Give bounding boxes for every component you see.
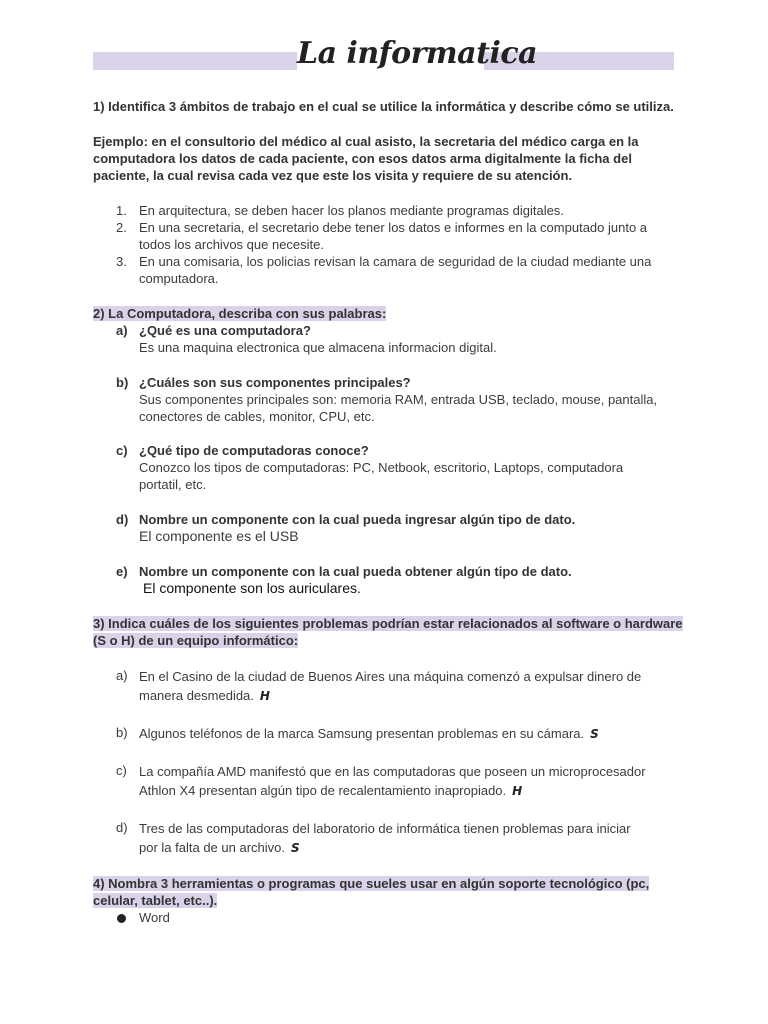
q3-heading: 3) Indica cuáles de los siguientes problemas podrían estar relacionados al software o hardware (93, 616, 683, 631)
answer: Sus componentes principales son: memoria RAM, entrada USB, teclado, mouse, pantalla, (139, 392, 658, 407)
item-text: por la falta de un archivo. (139, 840, 285, 855)
list-item: La compañía AMD manifestó que en las computadoras que poseen un microprocesador (139, 764, 646, 779)
list-item: En una secretaria, el secretario debe tener los datos e informes en la computado junto a (139, 220, 648, 235)
list-item: En arquitectura, se deben hacer los planos mediante programas digitales. (139, 203, 564, 218)
question: Nombre un componente con la cual pueda ingresar algún tipo de dato. (139, 512, 576, 527)
list-letter: c) (116, 763, 127, 778)
list-item: En una comisaria, los policias revisan la camara de seguridad de la ciudad mediante una (139, 254, 652, 269)
item-text: manera desmedida. (139, 688, 254, 703)
list-letter: b) (116, 375, 129, 390)
item-text: Athlon X4 presentan algún tipo de recalentamiento inapropiado. (139, 783, 507, 798)
answer: El componente es el USB (139, 528, 299, 544)
list-item-continuation: todos los archivos que necesite. (139, 237, 324, 252)
q2-heading: 2) La Computadora, describa con sus palabras: (93, 306, 387, 321)
bullet (117, 914, 126, 923)
question: ¿Cuáles son sus componentes principales? (139, 375, 411, 390)
title-band-left (93, 52, 297, 70)
answer-mark: H (512, 784, 523, 798)
page-title: La informatica (297, 36, 538, 71)
q1-example-line: computadora los datos de cada paciente, con esos datos arma digitalmente la ficha del (93, 151, 632, 166)
list-letter: d) (116, 820, 128, 835)
list-item-continuation (139, 686, 676, 706)
question: ¿Qué es una computadora? (139, 323, 311, 338)
answer: Es una maquina electronica que almacena informacion digital. (139, 340, 497, 355)
answer: conectores de cables, monitor, CPU, etc. (139, 409, 375, 424)
list-letter: c) (116, 443, 128, 458)
q4-heading: celular, tablet, etc..). (93, 893, 218, 908)
q1-example-line: Ejemplo: en el consultorio del médico al cual asisto, la secretaria del médico carga en la (93, 134, 639, 149)
answer: El componente son los auriculares. (143, 580, 361, 596)
q1-example-line: paciente, la cual revisa cada vez que este los visita y requiere de su atención. (93, 168, 573, 183)
answer: Conozco los tipos de computadoras: PC, Netbook, escritorio, Laptops, computadora (139, 460, 624, 475)
answer: portatil, etc. (139, 477, 207, 492)
list-letter: a) (116, 323, 128, 338)
q3-heading: (S o H) de un equipo informático: (93, 633, 299, 648)
q1-heading: 1) Identifica 3 ámbitos de trabajo en el cual se utilice la informática y describe cómo se utiliza. (93, 99, 674, 114)
list-item-continuation: computadora. (139, 271, 219, 286)
list-item: Tres de las computadoras del laboratorio de informática tienen problemas para iniciar (139, 821, 631, 836)
list-item-continuation (139, 781, 676, 801)
answer-mark: S (290, 841, 300, 855)
list-letter: a) (116, 668, 128, 683)
list-number: 2. (116, 220, 127, 235)
list-letter: e) (116, 564, 128, 579)
list-item: Word (139, 910, 170, 925)
list-number: 3. (116, 254, 127, 269)
answer-mark: H (259, 689, 270, 703)
list-item (139, 724, 676, 744)
question: Nombre un componente con la cual pueda obtener algún tipo de dato. (139, 564, 572, 579)
answer-mark: S (590, 727, 599, 741)
list-letter: b) (116, 725, 128, 740)
list-item: En el Casino de la ciudad de Buenos Aires una máquina comenzó a expulsar dinero de (139, 669, 642, 684)
list-letter: d) (116, 512, 129, 527)
item-text: Algunos teléfonos de la marca Samsung presentan problemas en su cámara. (139, 726, 585, 741)
question: ¿Qué tipo de computadoras conoce? (139, 443, 369, 458)
list-number: 1. (116, 203, 127, 218)
q4-heading: 4) Nombra 3 herramientas o programas que sueles usar en algún soporte tecnológico (pc, (93, 876, 650, 891)
list-item-continuation (139, 838, 676, 858)
